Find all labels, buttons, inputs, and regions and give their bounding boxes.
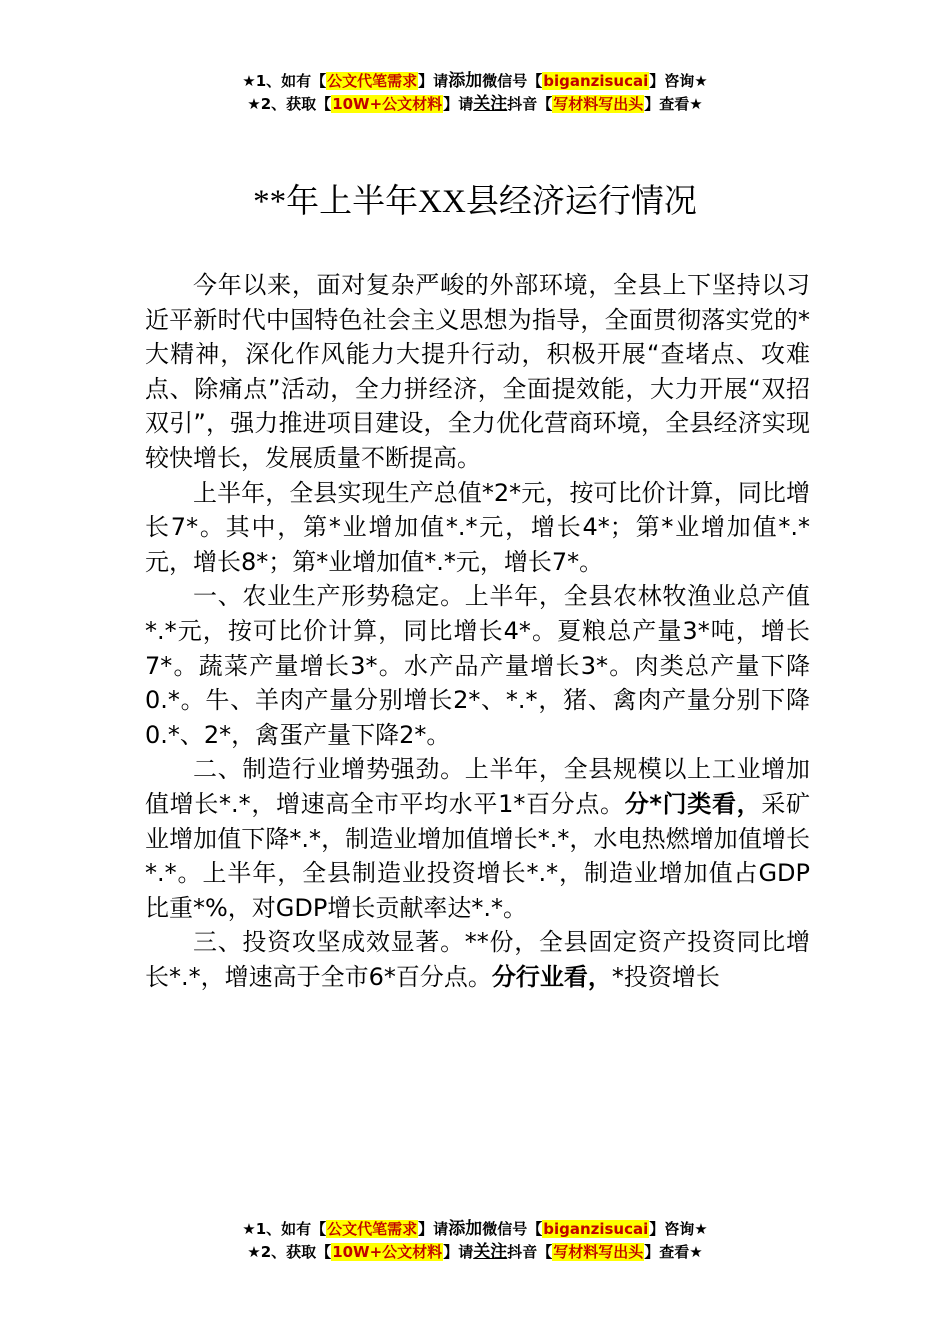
banner-text: 微信号【	[482, 1220, 543, 1238]
document-title	[0, 180, 950, 223]
banner-highlight: 写材料写出头	[553, 95, 644, 113]
banner-line-2	[0, 93, 950, 116]
banner-text: 】咨询★	[649, 1220, 708, 1238]
banner-line-2	[0, 1241, 950, 1264]
banner-highlight: 写材料写出头	[553, 1243, 644, 1261]
paragraph-text: 二、制造行业增势强劲。上半年，全县规模以上工业增加值增长*.*，增速高全市平均水平1*百分点。	[145, 755, 810, 818]
paragraph-intro: 今年以来，面对复杂严峻的外部环境，全县上下坚持以习近平新时代中国特色社会主义思想为指导，全面贯彻落实党的*大精神，深化作风能力大提升行动，积极开展“查堵点、攻难点、除痛点”活动，全力拼经济，全面提效能，大力开展“双招双引”，强力推进项目建设，全力优化营商环境，全县经济实现较快增长，发展质量不断提高。	[145, 271, 810, 472]
paragraph-text: 三、投资攻坚成效显著。**份，全县固定资产投资同比增长*.*，增速高于全市6*百分点。	[145, 928, 810, 991]
banner-text: ★1、如有【	[242, 1220, 327, 1238]
banner-text: 】查看★	[644, 95, 703, 113]
banner-text: 】请	[418, 72, 449, 90]
banner-highlight: 公文代笔需求	[327, 72, 418, 90]
banner-text: 】请	[443, 95, 474, 113]
paragraph-gdp: 上半年，全县实现生产总值*2*元，按可比价计算，同比增长7*。其中，第*业增加值*.*元，增长4*；第*业增加值*.*元，增长8*；第*业增加值*.*元，增长7*。	[145, 478, 810, 576]
paragraph-manufacturing	[145, 752, 810, 925]
banner-text: ★1、如有【	[242, 72, 327, 90]
document-body	[145, 268, 810, 994]
banner-text: 】请	[443, 1243, 474, 1261]
title-part: 年上半年	[286, 181, 419, 220]
paragraph-investment	[145, 925, 810, 994]
banner-text: 关注	[473, 1242, 508, 1262]
title-part: 县经济运行情况	[465, 181, 697, 220]
banner-line-1	[0, 70, 950, 93]
banner-highlight: 10W+公文材料	[332, 95, 443, 113]
banner-text: 添加	[448, 1219, 483, 1239]
banner-text: 添加	[448, 71, 483, 91]
banner-highlight: 10W+公文材料	[332, 1243, 443, 1261]
paragraph-text: 采矿业增加值下降*.*，制造业增加值增长*.*，水电热燃增加值增长*.*。上半年，全县制造业投资增长*.*，制造业增加值占GDP比重*%，对GDP增长贡献率达*.*。	[145, 789, 811, 922]
banner-text: 抖音【	[507, 95, 553, 113]
banner-highlight: biganzisucai	[543, 1220, 649, 1238]
banner-text: ★2、获取【	[247, 1243, 332, 1261]
banner-line-1	[0, 1218, 950, 1241]
title-part: **	[253, 184, 287, 220]
banner-text: 】查看★	[644, 1243, 703, 1261]
footer-banner	[0, 1218, 950, 1264]
banner-text: ★2、获取【	[247, 95, 332, 113]
banner-text: 关注	[473, 94, 508, 114]
banner-highlight: 公文代笔需求	[327, 1220, 418, 1238]
paragraph-bold-text: 分行业看，	[491, 962, 612, 991]
header-banner	[0, 70, 950, 116]
paragraph-text: *投资增长	[611, 962, 720, 991]
banner-text: 微信号【	[482, 72, 543, 90]
banner-highlight: biganzisucai	[543, 72, 649, 90]
paragraph-bold-text: 分*门类看，	[624, 789, 762, 818]
banner-text: 】请	[418, 1220, 449, 1238]
banner-text: 抖音【	[507, 1243, 553, 1261]
banner-text: 】咨询★	[649, 72, 708, 90]
paragraph-agriculture: 一、农业生产形势稳定。上半年，全县农林牧渔业总产值*.*元，按可比价计算，同比增长4*。夏粮总产量3*吨，增长7*。蔬菜产量增长3*。水产品产量增长3*。肉类总产量下降0.*。牛、羊肉产量分别增长2*、*.*，猪、禽肉产量分别下降0.*、2*，禽蛋产量下降2*。	[145, 582, 810, 749]
title-part: XX	[418, 184, 466, 220]
